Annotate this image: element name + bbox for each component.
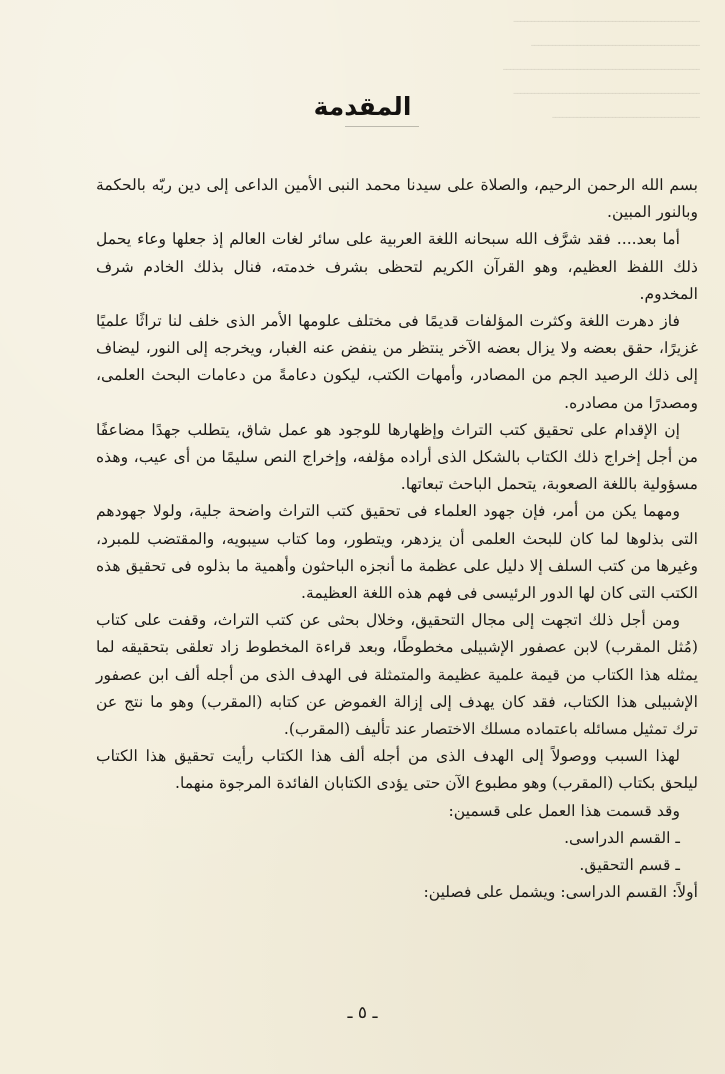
paragraph-purpose: لهذا السبب ووصولاً إلى الهدف الذى من أجله ألف هذا الكتاب رأيت تحقيق هذا الكتاب ليلحق بكتاب (المقرب) وهو مطبوع الآن حتى يؤدى الكتابان الفائدة المرجوة منهما. [96,747,698,793]
paragraph-division: وقد قسمت هذا العمل على قسمين: [448,801,680,820]
title-rule [345,126,419,127]
paragraph-heritage: فاز دهرت اللغة وكثرت المؤلفات قديمًا فى مختلف علومها الأمر الذى خلف لنا تراثًا علميًا غزيرًا، حقق بعضه ولا يزال بعضه الآخر ينتظر من ينفض عنه الغبار، ويخرجه إلى النور، ليضاف إلى ذلك الرصيد الجم من المصادر، وأمهات الكتب، ليكون دعامةً من دعامات البحث العلمى، ومصدرًا من مصادره. [96,312,698,412]
page-title: المقدمة [313,92,412,121]
page-number: ـ ٥ ـ [347,1003,378,1023]
list-item-edition: ـ قسم التحقيق. [579,856,680,875]
paragraph-amma-bad: أما بعد.... فقد شرَّف الله سبحانه اللغة العربية على سائر لغات العالم إذ جعلها وعاء يحمل ذلك اللفظ العظيم، وهو القرآن الكريم لتحظى بشرف خدمته، فنال بذلك الخادم شرف المخدوم. [96,230,698,303]
paragraph-basmala: بسم الله الرحمن الرحيم، والصلاة على سيدنا محمد النبى الأمين الداعى إلى دين ربّه بالحكمة وبالنور المبين. [96,176,698,222]
show-through-text: ـــــــــــــــــــــــــــــــــــــــــــــــــــــ ــــــــــــــــــــــــــــــــــــــــــــــــ ــــــــــــــــــــــــــــــــــــــــــــــــــــــــ ـــــــــــــــــــــــــــــــــــــــــــــــــــــ ــــــــــــــــــــــــــــــــــــــــــ [503,11,700,121]
paragraph-first-part: أولاً: القسم الدراسى: ويشمل على فصلين: [423,883,698,902]
paragraph-editing-effort: إن الإقدام على تحقيق كتب التراث وإظهارها للوجود هو عمل شاق، يتطلب جهدًا مضاعفًا من أجل إخراج ذلك الكتاب بالشكل الذى أراده مؤلفه، وإخراج النص سليمًا من أى عيب، وهذه مسؤولية باللغة الصعوبة، يتحمل الباحث تبعاتها. [96,420,698,494]
body-text [96,172,698,906]
paragraph-scholars: ومهما يكن من أمر، فإن جهود العلماء فى تحقيق كتب التراث واضحة جلية، ولولا جهودهم التى بذلوها لما كان للبحث العلمى أن يزدهر، ويتطور، وما كتاب سيبويه، والمقتضب للمبرد، وغيرها من كتب السلف إلا دليل على عظمة ما أنجزه الباحثون وأهمية ما بذلوه فى تحقيق هذه الكتب التى كان لها الدور الرئيسى فى فهم هذه اللغة العظيمة. [96,502,698,603]
list-item-study: ـ القسم الدراسى. [564,828,680,847]
paragraph-book-choice: ومن أجل ذلك اتجهت إلى مجال التحقيق، وخلال بحثى عن كتب التراث، وقفت على كتاب (مُثل المقرب) لابن عصفور الإشبيلى مخطوطًا، وبعد قراءة المخطوط زاد تعلقى بتحقيقه لما يمثله هذا الكتاب من قيمة علمية عظيمة والمتمثلة فى الهدف الذى من أجله ألف ابن عصفور الإشبيلى هذا الكتاب، فقد كان يهدف إلى إزالة الغموض عن كتابه (المقرب) وهو ما نتج عن ترك تمثيل مسائله باعتماده مسلك الاختصار عند تأليف (المقرب). [96,611,698,739]
